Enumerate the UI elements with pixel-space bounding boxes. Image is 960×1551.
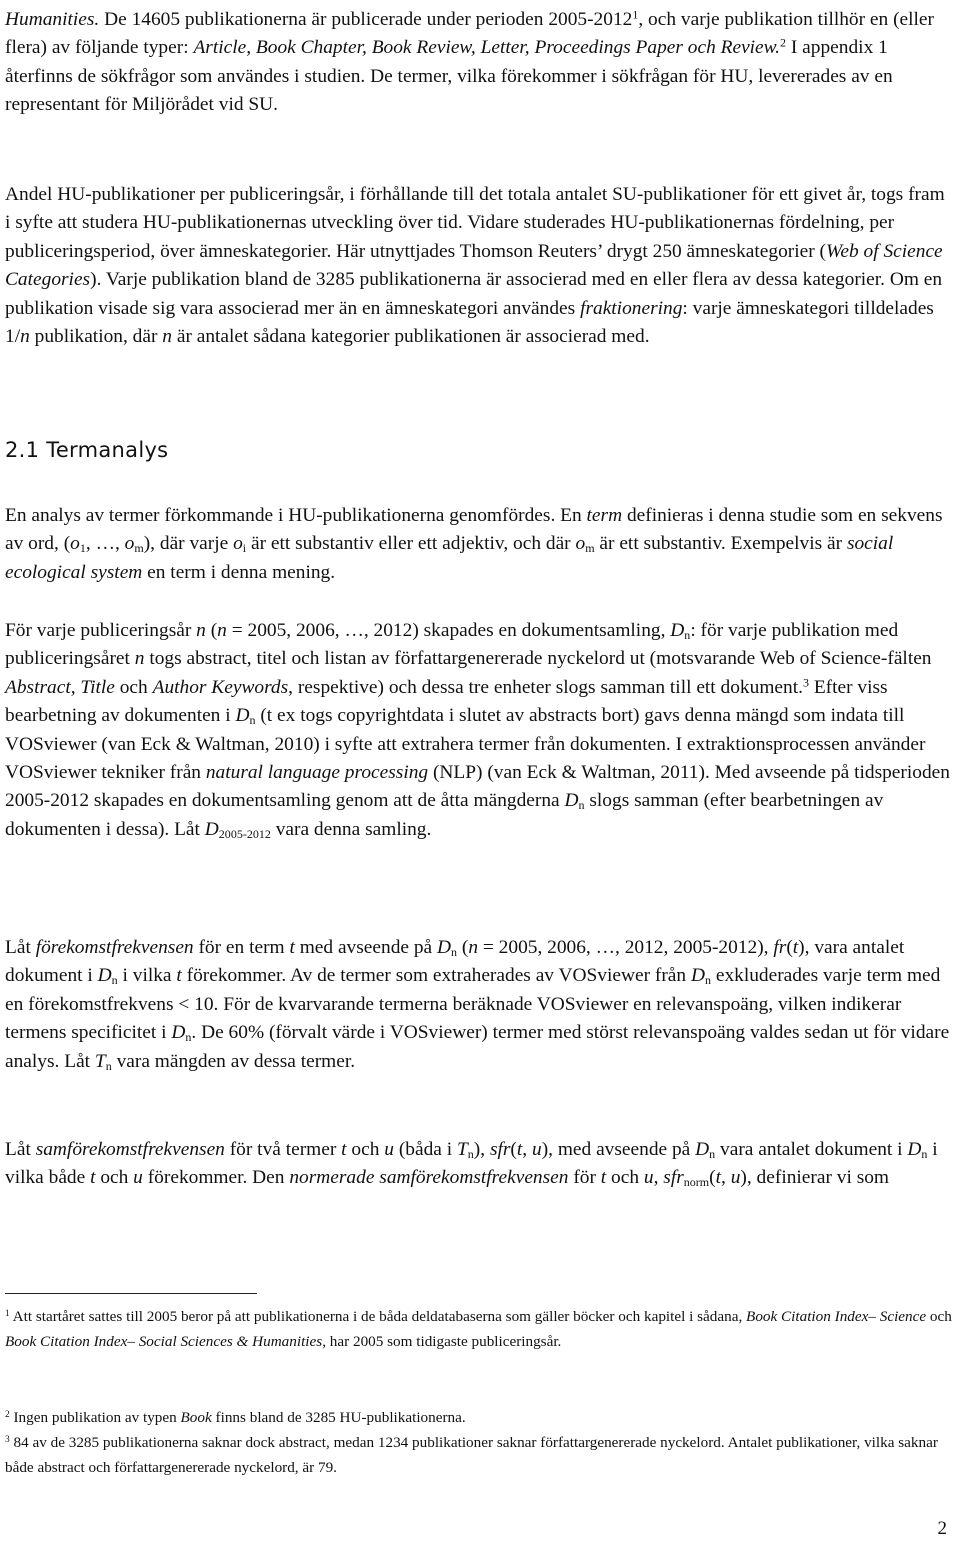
- text: Låt: [5, 1139, 36, 1160]
- var: u: [384, 1139, 394, 1160]
- var: n: [196, 620, 206, 641]
- page-number: 2: [937, 1518, 947, 1539]
- text: (t ex togs copyrightdata i slutet av abstracts bort) gavs denna mängd som indata till VOSviewer (van Eck & Waltman, 2010) i syfte att extrahera termer från dokumenten. I extraktionsprocessen använder VOSviewer tekniker från: [5, 705, 926, 784]
- text: och: [114, 676, 153, 698]
- var: t: [715, 1167, 721, 1189]
- paragraph-forekomstfrekvens: [5, 934, 953, 1076]
- footnote-mark: 3: [5, 1434, 10, 1445]
- text: I appendix 1 återfinns de sökfrågor som användes i studien. De termer, vilka förekommer i sökfrågan för HU, levererades av en representant för Miljörådet vid SU.: [5, 37, 893, 116]
- text: Andel HU-publikationer per publiceringsår, i förhållande till det totala antalet SU-publikationer för ett givet år, togs fram i syfte att studera HU-publikationernas utveckling över tid. Vidare studerades HU-publikationernas fördelning, per publiceringsperiod, över ämneskategorier. Här utnyttjades Thomson Reuters’ drygt 250 ämneskategorier (: [5, 184, 945, 262]
- text: ), där varje: [143, 533, 234, 555]
- text: , och varje publikation tillhör en (eller flera) av följande typer:: [5, 9, 934, 59]
- text: för två termer: [224, 1139, 342, 1160]
- text: och: [346, 1139, 385, 1160]
- subscript: n: [921, 1147, 928, 1161]
- text: ), med avseende på: [541, 1139, 696, 1160]
- var: sfr: [663, 1167, 684, 1189]
- paragraph-andel: [5, 181, 953, 351]
- text: för en term: [193, 937, 290, 958]
- text: 84 av de 3285 publikationerna saknar dock abstract, medan 1234 publikationer saknar författargenererade nyckelord. Antalet publikationer, vilka saknar både abstract och författargenererade nyckelord, är 79.: [5, 1434, 938, 1476]
- text: : för varje publikation med publiceringsåret: [5, 620, 899, 670]
- text-italic: term: [586, 505, 623, 526]
- text: och: [926, 1308, 952, 1325]
- text-italic: Humanities.: [5, 9, 100, 30]
- text: är ett substantiv eller ett adjektiv, och där: [246, 533, 576, 555]
- text: (: [510, 1139, 517, 1160]
- var: n: [468, 937, 479, 958]
- var: D: [171, 1022, 186, 1044]
- var: t: [341, 1139, 347, 1160]
- var: u: [643, 1167, 654, 1189]
- subscript: m: [134, 541, 144, 556]
- var: t: [600, 1167, 607, 1189]
- text: , respektive) och dessa tre enheter slogs samman till ett dokument.: [288, 676, 803, 698]
- text: och: [95, 1167, 134, 1189]
- text: = 2005, 2006, …, 2012) skapades en dokumentsamling,: [226, 620, 671, 641]
- var: o: [70, 533, 80, 555]
- footnote-1: [5, 1305, 953, 1354]
- footnote-2: [5, 1406, 953, 1431]
- subscript: n: [451, 945, 458, 959]
- text: ,: [522, 1139, 532, 1160]
- var: t: [516, 1139, 523, 1160]
- text: i vilka både: [5, 1139, 938, 1189]
- var: D: [235, 705, 250, 727]
- paragraph-samforekomst: [5, 1136, 953, 1193]
- var: t: [176, 965, 182, 987]
- text-italic: Web of Science Categories: [5, 240, 943, 291]
- text: ), definierar vi som: [740, 1167, 890, 1189]
- text: En analys av termer förkommande i HU-publikationerna genomfördes. En: [5, 505, 587, 526]
- text: ,: [721, 1167, 731, 1189]
- subscript: n: [709, 1147, 716, 1161]
- subscript: i: [242, 541, 247, 556]
- text: i vilka: [117, 965, 177, 987]
- text: . De 60% (förvalt värde i VOSviewer) termer med störst relevanspoäng valdes sedan ut för vidare analys. Låt: [5, 1022, 950, 1072]
- section-heading: 2.1 Termanalys: [5, 438, 169, 462]
- var: D: [670, 620, 685, 641]
- subscript: n: [467, 1147, 474, 1161]
- var: n: [217, 620, 227, 641]
- var: D: [97, 965, 112, 987]
- subscript: n: [578, 798, 585, 813]
- text: (: [457, 937, 469, 958]
- text-italic: Abstract, Title: [5, 676, 115, 698]
- text: Ingen publikation av typen: [9, 1409, 181, 1426]
- var: u: [531, 1139, 542, 1160]
- subscript: n: [185, 1030, 192, 1045]
- var: D: [437, 937, 452, 958]
- subscript: norm: [683, 1175, 710, 1190]
- footnote-ref-2: 2: [780, 35, 787, 50]
- text-italic: natural language processing: [205, 762, 429, 784]
- paragraph-dokumentsamling: [5, 617, 953, 844]
- text-italic: normerade samförekomstfrekvensen: [289, 1167, 569, 1189]
- var: o: [124, 533, 135, 555]
- paragraph-intro: [5, 6, 953, 120]
- text: definieras i denna studie som en sekvens av ord, (: [5, 505, 943, 555]
- subscript: n: [249, 713, 256, 728]
- text: ). Varje publikation bland de 3285 publikationerna är associerad med en eller flera av dessa kategorier. Om en publikation visade sig vara associerad mer än en ämneskategori användes: [5, 269, 943, 319]
- text-italic: förekomstfrekvensen: [35, 937, 194, 958]
- text-italic: social ecological system: [5, 533, 894, 583]
- text: (: [205, 620, 218, 641]
- text-italic: Author Keywords: [152, 676, 289, 698]
- text: är antalet sådana kategorier publikationen är associerad med.: [171, 326, 650, 348]
- text: (båda i: [393, 1139, 457, 1160]
- footnote-divider: [5, 1293, 257, 1294]
- text: ,: [653, 1167, 664, 1189]
- subscript: m: [585, 541, 595, 556]
- text: , har 2005 som tidigaste publiceringsår.: [322, 1332, 562, 1350]
- text: är ett substantiv. Exempelvis är: [594, 533, 847, 555]
- var: t: [90, 1167, 96, 1189]
- var: n: [134, 648, 145, 670]
- footnote-mark: 2: [5, 1409, 10, 1420]
- text: finns bland de 3285 HU-publikationerna.: [211, 1409, 466, 1426]
- text: förekommer. Den: [142, 1167, 290, 1189]
- footnote-ref-1: 1: [632, 7, 639, 22]
- text: togs abstract, titel och listan av författargenererade nyckelord ut (motsvarande Web of Science-fälten: [144, 648, 932, 670]
- var: fr: [773, 937, 787, 958]
- text-italic: samförekomstfrekvensen: [35, 1139, 225, 1160]
- var: o: [575, 533, 586, 555]
- subscript: n: [111, 973, 118, 988]
- text: publikation, där: [29, 326, 163, 348]
- text: för: [568, 1167, 601, 1189]
- text: = 2005, 2006, …, 2012, 2005-2012),: [478, 937, 774, 958]
- text: , …,: [85, 533, 125, 555]
- subscript: 1: [79, 541, 86, 556]
- var: D: [695, 1139, 710, 1160]
- var: sfr: [489, 1139, 511, 1160]
- text: De 14605 publikationerna är publicerade under perioden 2005-2012: [99, 9, 633, 30]
- var: D: [204, 818, 219, 840]
- var: T: [456, 1139, 468, 1160]
- text: Låt: [5, 937, 36, 958]
- footnote-ref-3: 3: [802, 675, 809, 690]
- publication-types: Article, Book Chapter, Book Review, Letter, Proceedings Paper och Review.: [193, 37, 781, 59]
- text: förekommer. Av de termer som extraherades av VOSviewer från: [181, 965, 691, 987]
- text: Efter viss bearbetning av dokumenten i: [5, 676, 888, 727]
- var: D: [690, 965, 705, 987]
- text-italic: Book Citation Index– Social Sciences & Humanities: [5, 1332, 323, 1350]
- var: D: [907, 1139, 922, 1160]
- text: (: [786, 937, 793, 958]
- var-n: n: [20, 326, 30, 348]
- text: exkluderades varje term med en förekomstfrekvens < 10. För de kvarvarande termerna beräknade VOSviewer en relevanspoäng, vilken indikerar termens specificitet i: [5, 965, 941, 1044]
- text: (NLP) (van Eck & Waltman, 2011). Med avseende på tidsperioden 2005-2012 skapades en dokumentsamling genom att de åtta mängderna: [5, 762, 950, 812]
- footnote-mark: 1: [5, 1308, 10, 1319]
- text: : varje ämneskategori tilldelades 1/: [5, 297, 934, 348]
- text: vara mängden av dessa termer.: [111, 1050, 356, 1072]
- footnote-3: [5, 1431, 953, 1480]
- paragraph-termanalys: [5, 502, 953, 587]
- var: o: [233, 533, 243, 555]
- text: vara antalet dokument i: [715, 1139, 908, 1160]
- subscript: 2005-2012: [218, 826, 271, 841]
- var: T: [94, 1050, 106, 1072]
- text: Att startåret sattes till 2005 beror på att publikationerna i de båda deldatabaserna som gäller böcker och kapitel i sådana,: [9, 1308, 747, 1325]
- text-italic: Book Citation Index– Science: [746, 1308, 927, 1325]
- text-italic: Book: [180, 1409, 212, 1426]
- text: en term i denna mening.: [142, 561, 336, 583]
- text: med avseende på: [294, 937, 437, 958]
- var: u: [133, 1167, 143, 1189]
- text: ), vara antalet dokument i: [5, 937, 905, 987]
- text: För varje publiceringsår: [5, 620, 197, 641]
- text: vara denna samling.: [270, 818, 432, 840]
- var: u: [730, 1167, 741, 1189]
- text: och: [606, 1167, 644, 1189]
- var: D: [564, 790, 579, 812]
- var: t: [792, 937, 799, 958]
- subscript: n: [105, 1058, 112, 1073]
- text: (: [709, 1167, 716, 1189]
- var-n: n: [162, 326, 172, 348]
- var: t: [289, 937, 295, 958]
- subscript: n: [704, 973, 711, 988]
- text-italic: fraktionering: [580, 297, 683, 319]
- text: slogs samman (efter bearbetningen av dokumenten i dessa). Låt: [5, 790, 884, 840]
- text: ),: [473, 1139, 490, 1160]
- subscript: n: [684, 628, 691, 642]
